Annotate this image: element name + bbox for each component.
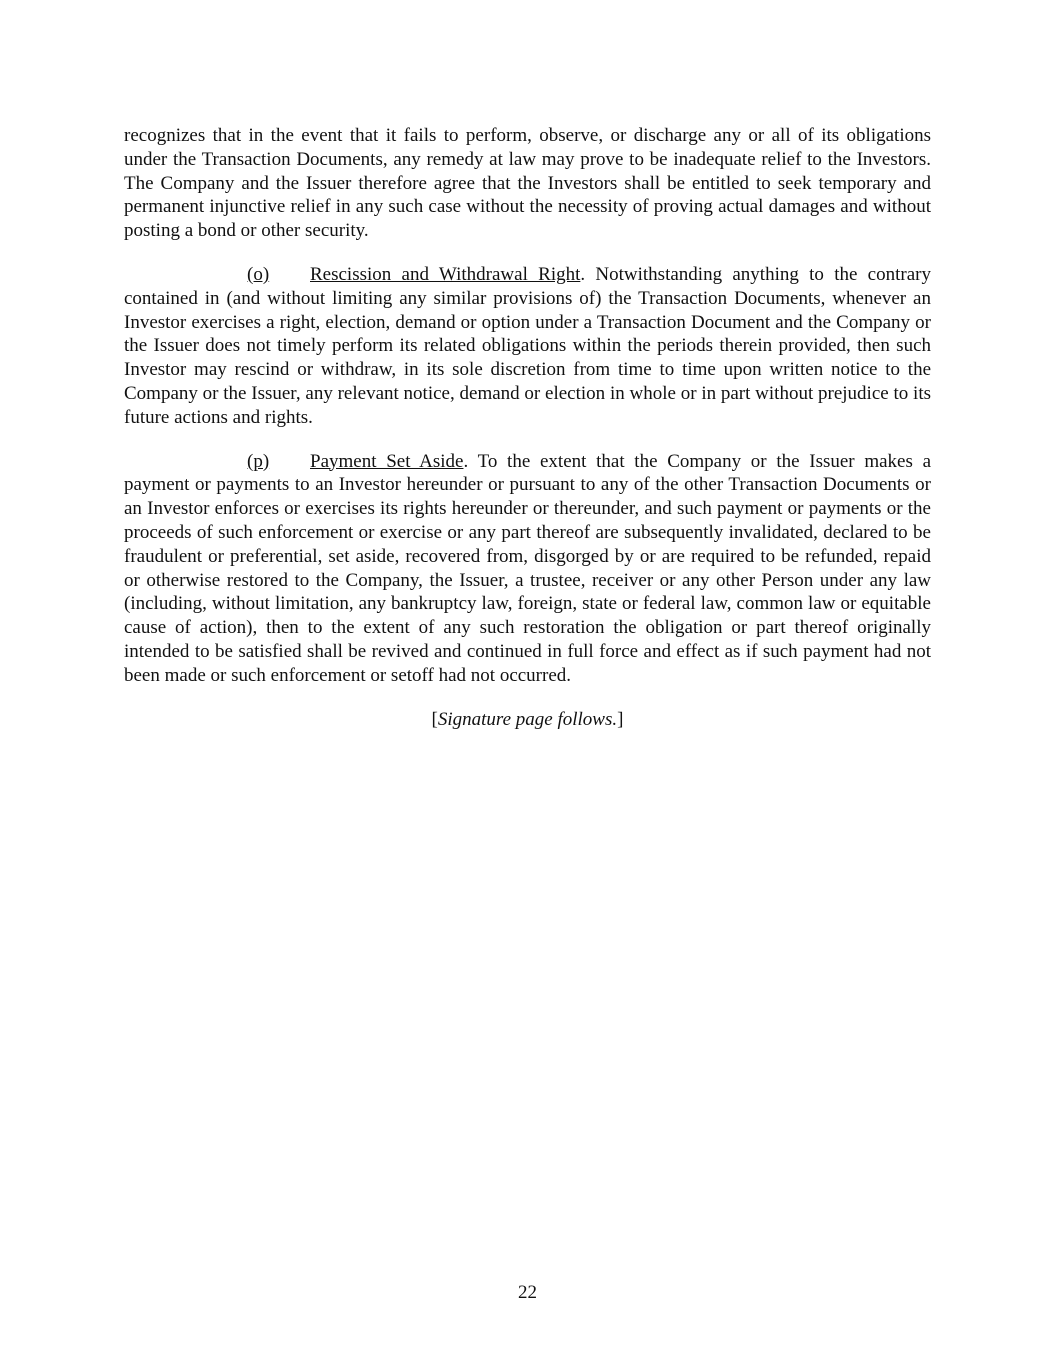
section-p-body: . To the extent that the Company or the Issuer makes a payment or payments to an Investor hereunder or pursuant to any of the other Transaction Documents or an Investor enforces or exercises its rights hereunder or thereunder, and such payment or payments or the proceeds of such enforcement or exercise or any part thereof are subsequently invalidated, declared to be fraudulent or preferential, set aside, recovered from, disgorged by or are required to be refunded, repaid or otherwise restored to the Company, the Issuer, a trustee, receiver or any other Person under any law (including, without limitation, any bankruptcy law, foreign, state or federal law, common law or equitable cause of action), then to the extent of any such restoration the obligation or part thereof originally intended to be satisfied shall be revived and continued in full force and effect as if such payment had not been made or such enforcement or setoff had not occurred. — [124, 450, 931, 686]
page-number: 22 — [518, 1282, 537, 1303]
signature-page-notice — [124, 708, 931, 732]
paragraph-intro-text: recognizes that in the event that it fails to perform, observe, or discharge any or all of its obligations under the Transaction Documents, any remedy at law may prove to be inadequate relief to the Investors. The Company and the Issuer therefore agree that the Investors shall be entitled to seek temporary and permanent injunctive relief in any such case without the necessity of proving actual damages and without posting a bond or other security. — [124, 125, 931, 242]
section-o-title: Rescission and Withdrawal Right — [310, 263, 581, 285]
document-body — [124, 124, 931, 731]
section-p-paragraph — [124, 450, 931, 688]
section-o-paragraph — [124, 263, 931, 430]
section-o-number: (o) — [247, 263, 270, 285]
section-p-number: (p) — [247, 450, 270, 472]
paragraph-intro — [124, 124, 931, 243]
section-p-title: Payment Set Aside — [310, 450, 464, 472]
signature-page-text: Signature page follows. — [437, 708, 618, 730]
section-o-body: . Notwithstanding anything to the contrary contained in (and without limiting any similar provisions of) the Transaction Documents, whenever an Investor exercises a right, election, demand or option under a Transaction Document and the Company or the Issuer does not timely perform its related obligations within the periods therein provided, then such Investor may rescind or withdraw, in its sole discretion from time to time upon written notice to the Company or the Issuer, any relevant notice, demand or election in whole or in part without prejudice to its future actions and rights. — [124, 263, 931, 428]
signature-open-bracket: [ — [431, 708, 438, 730]
signature-close-bracket: ] — [617, 708, 624, 730]
